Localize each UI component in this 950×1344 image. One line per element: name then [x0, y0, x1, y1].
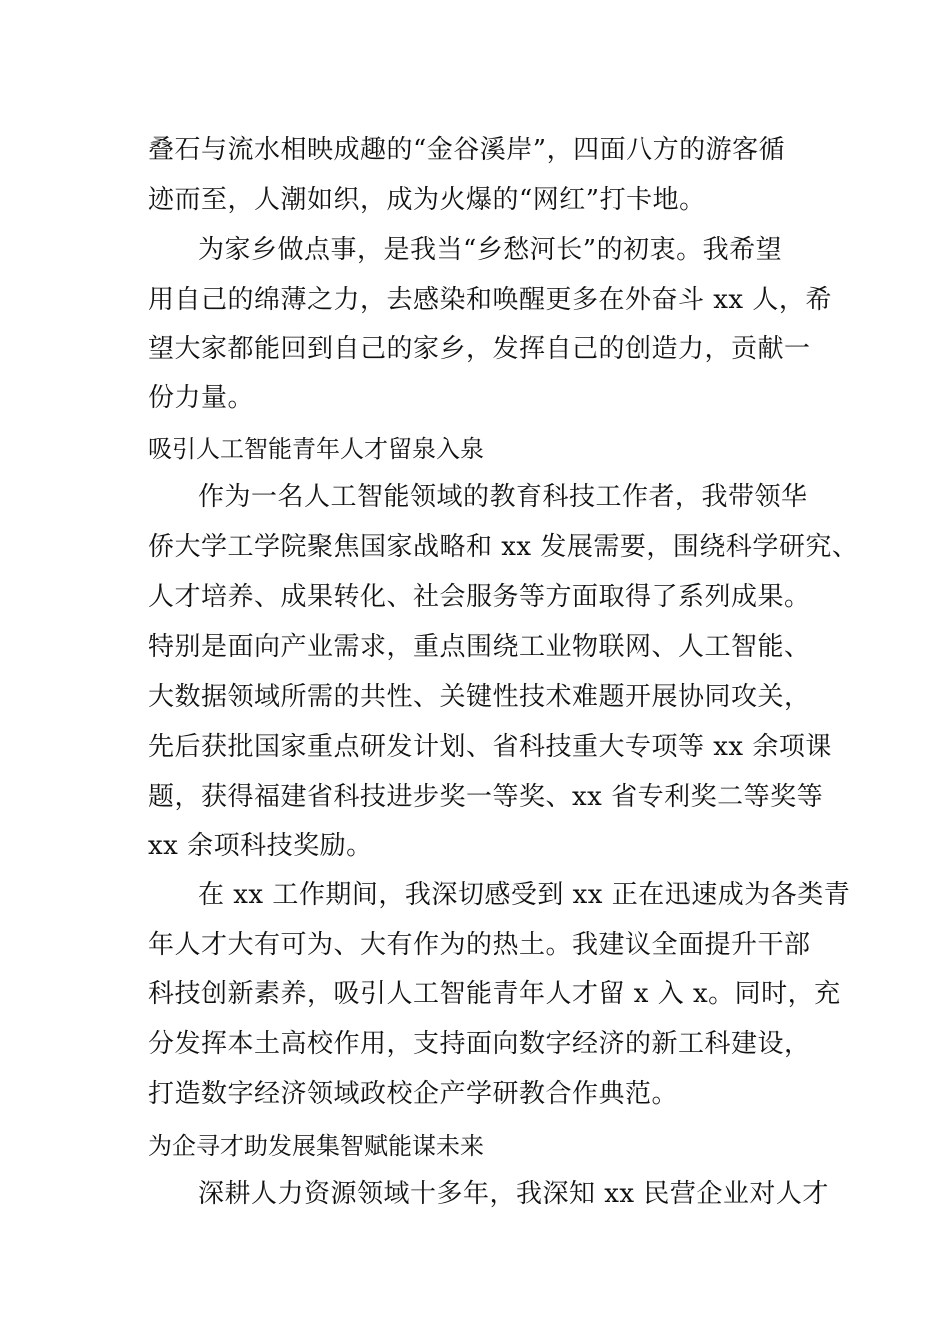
- paragraph-line: 望大家都能回到自己的家乡，发挥自己的创造力，贡献一: [148, 334, 811, 364]
- paragraph-line: 特别是面向产业需求，重点围绕工业物联网、人工智能、: [148, 632, 811, 662]
- paragraph-line: 在 xx 工作期间，我深切感受到 xx 正在迅速成为各类青: [198, 880, 851, 910]
- paragraph-line: 深耕人力资源领域十多年，我深知 xx 民营企业对人才: [198, 1179, 829, 1209]
- paragraph-line: 为家乡做点事，是我当“乡愁河长”的初衷。我希望: [198, 235, 783, 265]
- paragraph-line: 侨大学工学院聚焦国家战略和 xx 发展需要，围绕科学研究、: [148, 532, 859, 562]
- paragraph-line: 迹而至，人潮如织，成为火爆的“网红”打卡地。: [148, 185, 706, 215]
- paragraph-line: xx 余项科技奖励。: [148, 831, 373, 861]
- paragraph-line: 叠石与流水相映成趣的“金谷溪岸”，四面八方的游客循: [148, 135, 786, 165]
- paragraph-line: 大数据领域所需的共性、关键性技术难题开展协同攻关，: [148, 682, 811, 712]
- section-heading: 为企寻才助发展集智赋能谋未来: [148, 1132, 484, 1160]
- paragraph-line: 先后获批国家重点研发计划、省科技重大专项等 xx 余项课: [148, 732, 832, 762]
- paragraph-line: 份力量。: [148, 383, 255, 413]
- paragraph-line: 打造数字经济领域政校企产学研教合作典范。: [148, 1079, 679, 1109]
- paragraph-line: 作为一名人工智能领域的教育科技工作者，我带领华: [198, 482, 808, 512]
- paragraph-line: 题，获得福建省科技进步奖一等奖、xx 省专利奖二等奖等: [148, 782, 824, 812]
- section-heading: 吸引人工智能青年人才留泉入泉: [148, 435, 484, 463]
- paragraph-line: 年人才大有可为、大有作为的热土。我建议全面提升干部: [148, 930, 811, 960]
- paragraph-line: 科技创新素养，吸引人工智能青年人才留 x 入 x。同时，充: [148, 979, 841, 1009]
- paragraph-line: 人才培养、成果转化、社会服务等方面取得了系列成果。: [148, 582, 811, 612]
- paragraph-line: 分发挥本土高校作用，支持面向数字经济的新工科建设，: [148, 1029, 811, 1059]
- paragraph-line: 用自己的绵薄之力，去感染和唤醒更多在外奋斗 xx 人，希: [148, 285, 832, 315]
